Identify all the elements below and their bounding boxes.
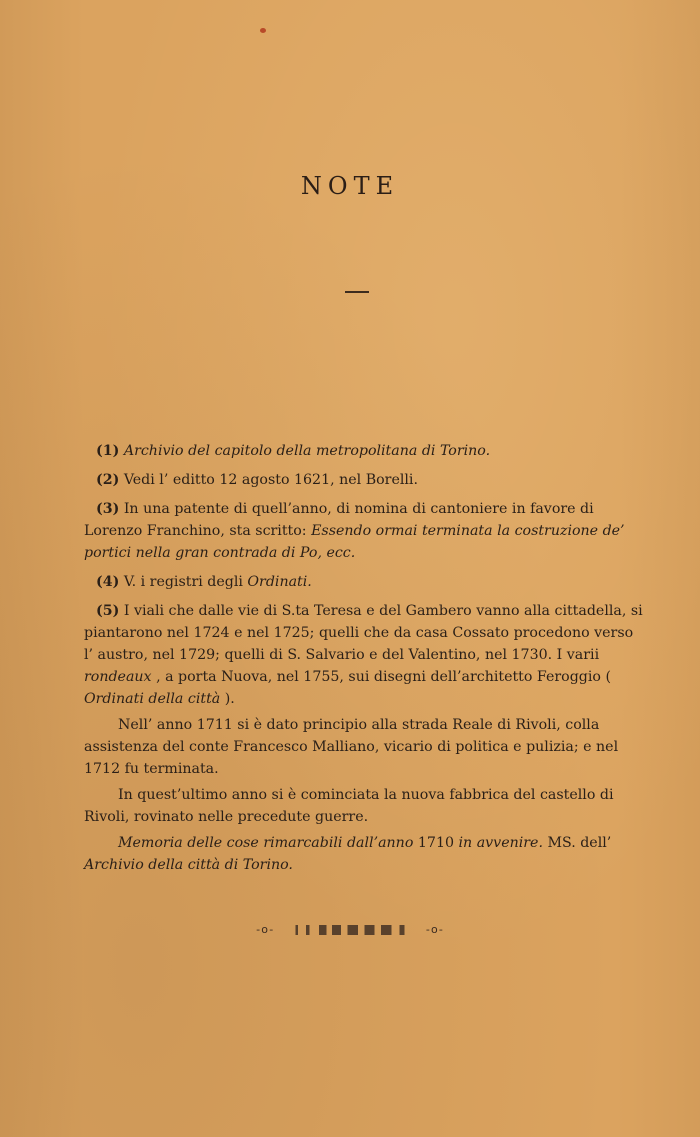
memoria-plain: MS. dell’	[547, 835, 612, 851]
note-2-label: (2)	[96, 472, 120, 488]
note-5-label: (5)	[96, 603, 120, 619]
note-3	[84, 498, 645, 564]
memoria-italic-a: Memoria delle cose rimarcabili dall’anno	[118, 835, 414, 851]
note-5-text-italic-a: rondeaux	[84, 669, 152, 685]
paragraph-2: In quest’ultimo anno si è cominciata la nuova fabbrica del castello di Rivoli, rovinato nelle precedute guerre.	[84, 787, 614, 825]
paragraph-1: Nell’ anno 1711 si è dato principio alla strada Reale di Rivoli, colla assistenza del conte Francesco Malliano, vicario di politica e pulizia; e nel 1712 fu terminata.	[84, 717, 619, 777]
notes-block	[84, 440, 645, 883]
note-2-text: Vedi l’ editto 12 agosto 1621, nel Borelli.	[123, 472, 418, 488]
note-5-text-italic-b: Ordinati della città	[84, 691, 221, 707]
note-5-text-b: , a porta Nuova, nel 1755, sui disegni dell’architetto Feroggio (	[156, 669, 611, 685]
note-3-text-italic: Essendo ormai terminata la costruzione de’ portici nella gran contrada di Po, ecc.	[84, 523, 625, 561]
note-1-text: Archivio del capitolo della metropolitana di Torino.	[123, 443, 491, 459]
title-rule	[345, 291, 369, 293]
memoria-italic-b: in avvenire.	[458, 835, 543, 851]
ornamental-divider	[0, 922, 700, 936]
ornament-flourish	[285, 925, 415, 935]
memoria-citation	[84, 832, 645, 876]
ornament-left-text: -o-	[256, 923, 275, 936]
note-1-label: (1)	[96, 443, 120, 459]
note-5-text-c: ).	[224, 691, 235, 707]
note-1	[84, 440, 645, 462]
note-4-label: (4)	[96, 574, 120, 590]
red-speck	[260, 28, 266, 33]
note-5-text-a: I viali che dalle vie di S.ta Teresa e del Gambero vanno alla cittadella, si piantarono nel 1724 e nel 1725; quelli che da casa Cossato procedono verso l’ austro, nel 1729; quelli di S. Salvario e del Valentino, nel 1730. I varii	[84, 603, 643, 663]
memoria-italic-c: Archivio della città di Torino.	[84, 857, 293, 873]
note-3-label: (3)	[96, 501, 120, 517]
page-title: NOTE	[300, 172, 400, 200]
ornament-right-text: -o-	[425, 923, 444, 936]
note-5	[84, 600, 645, 710]
memoria-year: 1710	[417, 835, 459, 851]
note-4-text-a: V. i registri degli	[123, 574, 248, 590]
note-2	[84, 469, 645, 491]
note-3-text-a: In una patente di quell’anno, di nomina di cantoniere in favore di Lorenzo Franchino, sta scritto:	[84, 501, 594, 539]
note-4-text-italic: Ordinati.	[247, 574, 312, 590]
note-4	[84, 571, 645, 593]
